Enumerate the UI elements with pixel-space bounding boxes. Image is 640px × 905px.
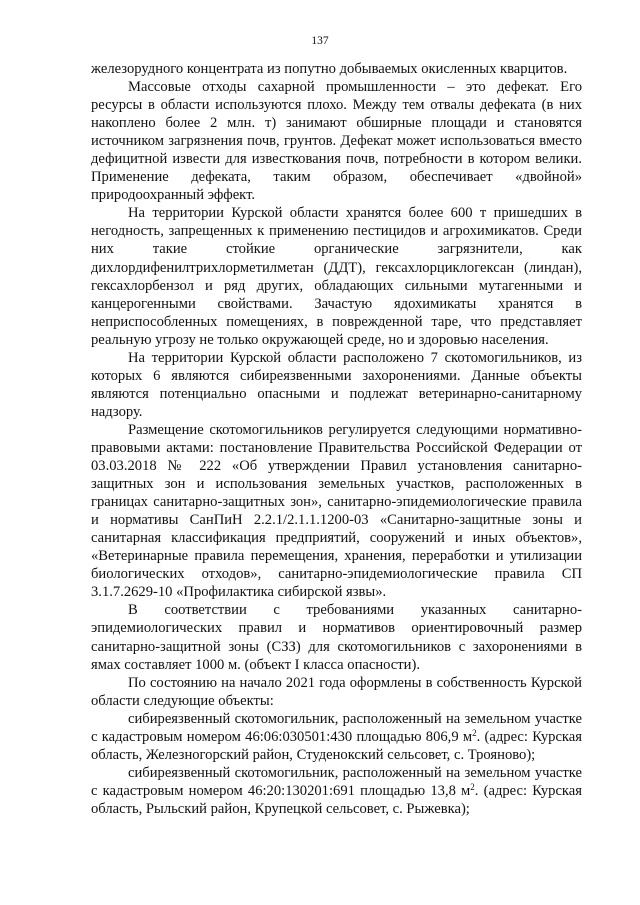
paragraph-5: Размещение скотомогильников регулируется следующими нормативно-правовыми актами: постановление Правительства Российской Федерации от 03.03.2018 № 222 «Об утверждении Правил установления санитарно-защитных зон и использования земельных участков, расположенных в границах санитарно-защитных зон», санитарно-эпидемиологические правила и нормативы СанПиН 2.2.1/2.1.1.1200-03 «Санитарно-защитные зоны и санитарная классификация предприятий, сооружений и иных объектов», «Ветеринарные правила перемещения, хранения, переработки и утилизации биологических отходов», санитарно-эпидемиологические правила СП 3.1.7.2629-10 «Профилактика сибирской язвы». xyxy=(91,421,582,601)
paragraph-3: На территории Курской области хранятся более 600 т пришедших в негодность, запрещенных к применению пестицидов и агрохимикатов. Среди них такие стойкие органические загрязнители, как дихлордифенилтрихлорметилметан (ДДТ), гексахлорциклогексан (линдан), гексахлорбензол и ряд других, обладающих сильными мутагенными и канцерогенными свойствами. Зачастую ядохимикаты хранятся в неприспособленных помещениях, в поврежденной таре, что представляет реальную угрозу не только окружающей среде, но и здоровью населения. xyxy=(91,205,582,348)
paragraph-8-superscript: 2 xyxy=(472,727,477,738)
paragraph-8-tail: . (адрес: Курская область, Железногорский район, Студенокский сельсовет, с. Трояново); xyxy=(91,728,582,763)
page-number: 137 xyxy=(311,35,329,47)
paragraph-6: В соответствии с требованиями указанных санитарно-эпидемиологических правил и нормативов ориентировочный размер санитарно-защитной зоны (СЗЗ) для скотомогильников с захоронениями в ямах составляет 1000 м. (объект I класса опасности). xyxy=(91,602,582,673)
paragraph-1: железорудного концентрата из попутно добываемых окисленных кварцитов. xyxy=(91,61,568,77)
paragraph-4: На территории Курской области расположено 7 скотомогильников, из которых 6 являются сибиреязвенными захоронениями. Данные объекты являются потенциально опасными и подлежат ветеринарно-санитарному надзору. xyxy=(91,349,582,420)
paragraph-9-tail: . (адрес: Курская область, Рыльский район, Крупецкой сельсовет, с. Рыжевка); xyxy=(91,782,582,817)
paragraph-7: По состоянию на начало 2021 года оформлены в собственность Курской области следующие объекты: xyxy=(91,674,582,709)
document-body xyxy=(91,60,582,818)
paragraph-9-text: сибиреязвенный скотомогильник, расположенный на земельном участке с кадастровым номером 46:20:130201:691 площадью 13,8 м xyxy=(91,764,582,799)
paragraph-9-superscript: 2 xyxy=(470,781,475,792)
paragraph-2: Массовые отходы сахарной промышленности – это дефекат. Его ресурсы в области используются плохо. Между тем отвалы дефеката (в них накоплено более 2 млн. т) занимают обширные площади и становятся источником загрязнения почв, грунтов. Дефекат может использоваться вместо дефицитной извести для известкования почв, потребности в котором велики. Применение дефеката, таким образом, обеспечивает «двойной» природоохранный эффект. xyxy=(91,79,582,204)
paragraph-8 xyxy=(91,710,582,764)
paragraph-9 xyxy=(91,764,582,818)
paragraph-8-text: сибиреязвенный скотомогильник, расположенный на земельном участке с кадастровым номером 46:06:030501:430 площадью 806,9 м xyxy=(91,710,582,745)
